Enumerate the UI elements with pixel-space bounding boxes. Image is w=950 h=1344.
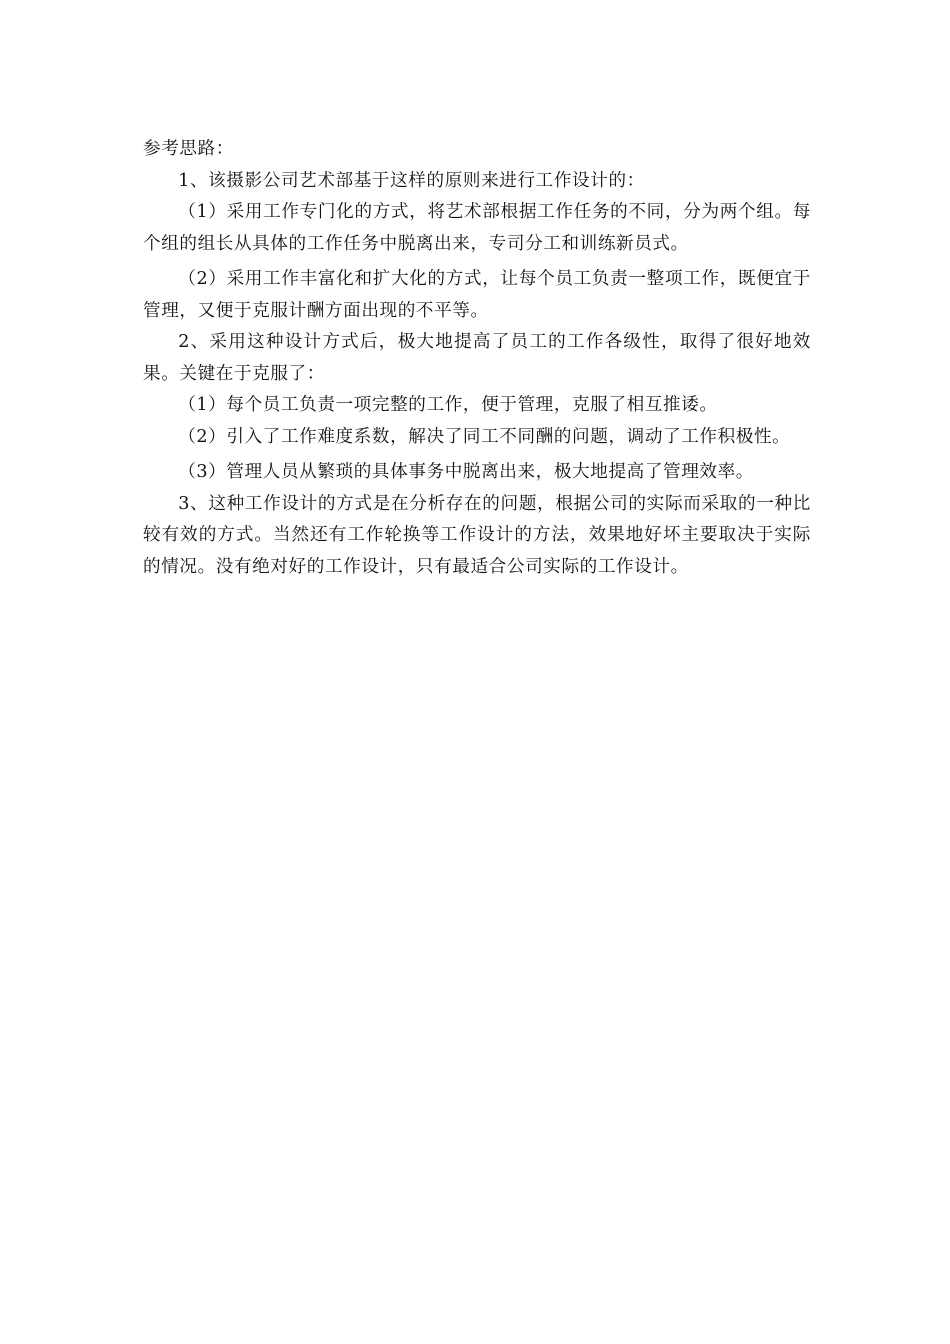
- paragraph-point-1: 1、该摄影公司艺术部基于这样的原则来进行工作设计的：: [178, 170, 645, 191]
- paragraph-point-3: 3、这种工作设计的方式是在分析存在的问题，根据公司的实际而采取的一种比较有效的方式。当然还有工作轮换等工作设计的方法，效果地好坏主要取决于实际的情况。没有绝对好的工作设计，只有最适合公司实际的工作设计。: [143, 493, 811, 577]
- paragraph-point-1-sub-1: （1）采用工作专门化的方式，将艺术部根据工作任务的不同，分为两个组。每个组的组长从具体的工作任务中脱离出来，专司分工和训练新员式。: [143, 202, 811, 254]
- paragraph-point-2-sub-2: （2）引入了工作难度系数，解决了同工不同酬的问题，调动了工作积极性。: [178, 426, 791, 447]
- paragraph-point-2: 2、采用这种设计方式后，极大地提高了员工的工作各级性，取得了很好地效果。关键在于克服了：: [143, 332, 811, 384]
- paragraph-point-2-sub-1: （1）每个员工负责一项完整的工作，便于管理，克服了相互推诿。: [178, 395, 718, 415]
- paragraph-point-1-sub-2: （2）采用工作丰富化和扩大化的方式，让每个员工负责一整项工作，既便宜于管理，又便于克服计酬方面出现的不平等。: [143, 269, 811, 321]
- paragraph-point-2-sub-3: （3）管理人员从繁琐的具体事务中脱离出来，极大地提高了管理效率。: [178, 462, 754, 482]
- document-body: [143, 134, 811, 583]
- section-heading: 参考思路：: [143, 139, 234, 159]
